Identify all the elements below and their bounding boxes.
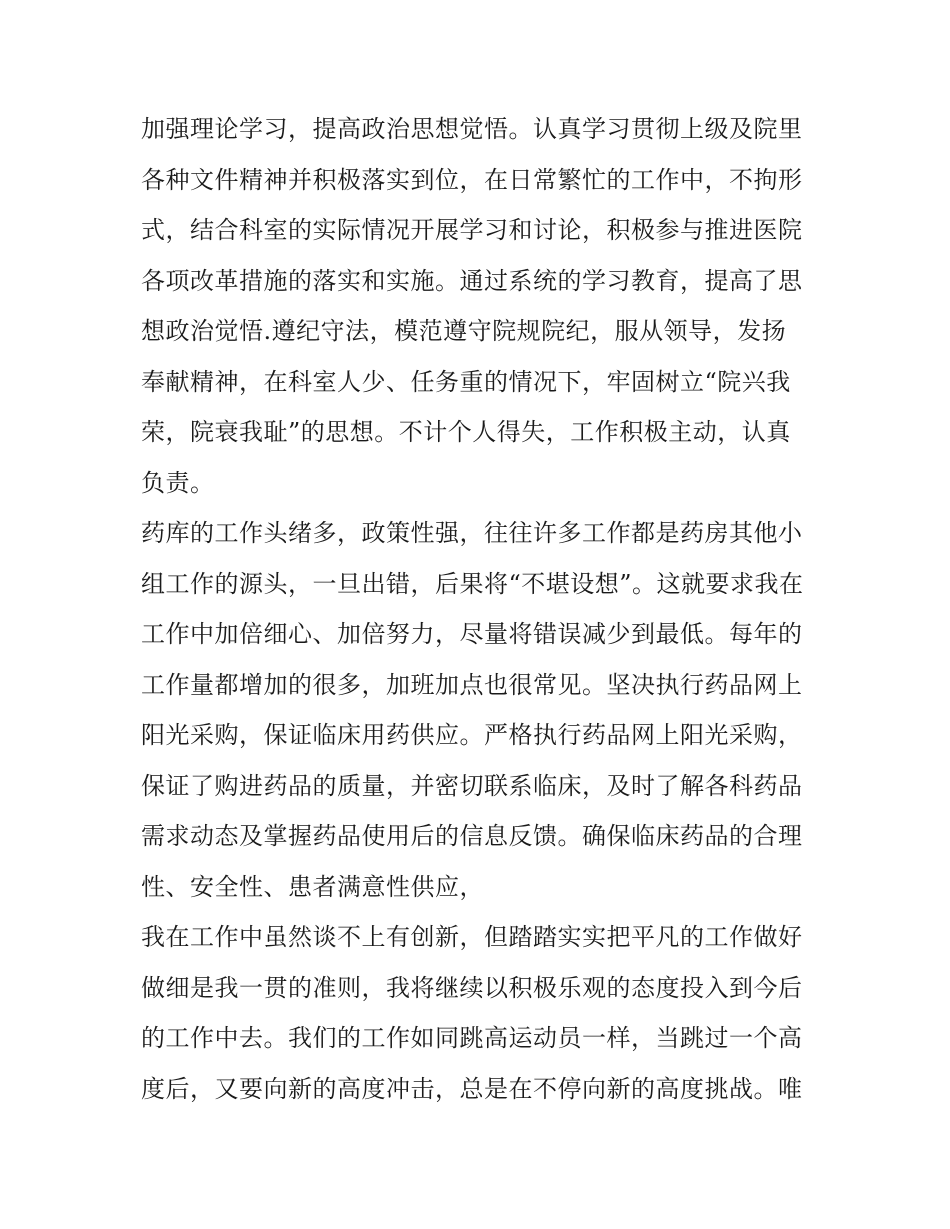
- text-line: 做细是我一贯的准则，我将继续以积极乐观的态度投入到今后: [141, 973, 803, 1002]
- text-line: 性、安全性、患者满意性供应，: [141, 872, 484, 901]
- text-line: 式，结合科室的实际情况开展学习和讨论，积极参与推进医院: [141, 216, 803, 244]
- text-line: 保证了购进药品的质量，并密切联系临床，及时了解各科药品: [141, 771, 803, 800]
- text-line: 想政治觉悟.遵纪守法，模范遵守院规院纪，服从领导，发扬: [141, 317, 787, 345]
- text-line: 负责。: [141, 468, 215, 497]
- text-line: 各种文件精神并积极落实到位，在日常繁忙的工作中，不拘形: [141, 165, 803, 194]
- text-line: 加强理论学习，提高政治思想觉悟。认真学习贯彻上级及院里: [141, 115, 803, 143]
- text-line: 药库的工作头绪多，政策性强，往往许多工作都是药房其他小: [141, 519, 803, 547]
- text-line: 需求动态及掌握药品使用后的信息反馈。确保临床药品的合理: [141, 822, 803, 850]
- text-line: 组工作的源头，一旦出错，后果将“不堪设想”。这就要求我在: [141, 569, 804, 598]
- text-line: 度后，又要向新的高度冲击，总是在不停向新的高度挑战。唯: [141, 1074, 803, 1103]
- text-line: 阳光采购，保证临床用药供应。严格执行药品网上阳光采购，: [141, 721, 803, 749]
- text-line: 荣，院衰我耻”的思想。不计个人得失，工作积极主动，认真: [141, 418, 791, 446]
- text-line: 我在工作中虽然谈不上有创新，但踏踏实实把平凡的工作做好: [141, 923, 803, 951]
- text-line: 奉献精神，在科室人少、任务重的情况下，牢固树立“院兴我: [141, 367, 791, 396]
- text-line: 的工作中去。我们的工作如同跳高运动员一样，当跳过一个高: [141, 1024, 803, 1052]
- document-body: [141, 104, 821, 1114]
- text-line: 工作量都增加的很多，加班加点也很常见。坚决执行药品网上: [141, 670, 803, 699]
- text-line: 各项改革措施的落实和实施。通过系统的学习教育，提高了思: [141, 266, 803, 295]
- text-line: 工作中加倍细心、加倍努力，尽量将错误减少到最低。每年的: [141, 620, 803, 648]
